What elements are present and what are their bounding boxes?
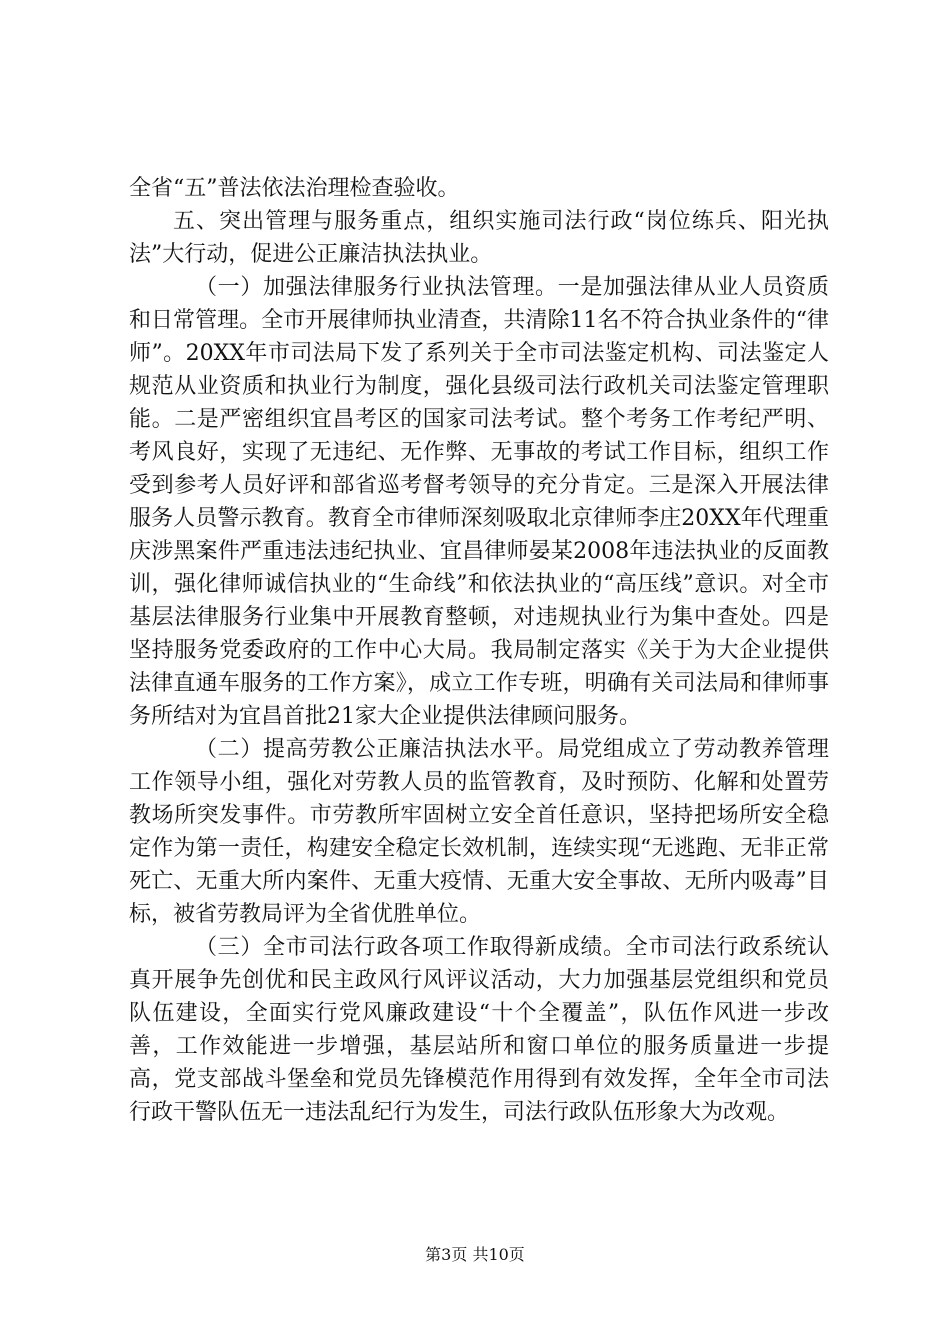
document-body (129, 172, 829, 1129)
paragraph-subsection-two: （二）提高劳教公正廉洁执法水平。局党组成立了劳动教养管理工作领导小组，强化对劳教人员的监管教育，及时预防、化解和处置劳教场所突发事件。市劳教所牢固树立安全首任意识，坚持把场所安全稳定作为第一责任，构建安全稳定长效机制，连续实现“无逃跑、无非正常死亡、无重大所内案件、无重大疫情、无重大安全事故、无所内吸毒”目标，被省劳教局评为全省优胜单位。 (129, 737, 829, 927)
paragraph-continuation: 全省“五”普法依法治理检查验收。 (129, 176, 460, 201)
paragraph-subsection-three: （三）全市司法行政各项工作取得新成绩。全市司法行政系统认真开展争先创优和民主政风行风评议活动，大力加强基层党组织和党员队伍建设，全面实行党风廉政建设“十个全覆盖”，队伍作风进一步改善，工作效能进一步增强，基层站所和窗口单位的服务质量进一步提高，党支部战斗堡垒和党员先锋模范作用得到有效发挥，全年全市司法行政干警队伍无一违法乱纪行为发生，司法行政队伍形象大为改观。 (129, 935, 829, 1125)
paragraph-subsection-one: （一）加强法律服务行业执法管理。一是加强法律从业人员资质和日常管理。全市开展律师执业清查，共清除11名不符合执业条件的“律师”。20XX年市司法局下发了系列关于全市司法鉴定机构、司法鉴定人规范从业资质和执业行为制度，强化县级司法行政机关司法鉴定管理职能。二是严密组织宜昌考区的国家司法考试。整个考务工作考纪严明、考风良好，实现了无违纪、无作弊、无事故的考试工作目标，组织工作受到参考人员好评和部省巡考督考领导的充分肯定。三是深入开展法律服务人员警示教育。教育全市律师深刻吸取北京律师李庄20XX年代理重庆涉黑案件严重违法违纪执业、宜昌律师晏某2008年违法执业的反面教训，强化律师诚信执业的“生命线”和依法执业的“高压线”意识。对全市基层法律服务行业集中开展教育整顿，对违规执业行为集中查处。四是坚持服务党委政府的工作中心大局。我局制定落实《关于为大企业提供法律直通车服务的工作方案》，成立工作专班，明确有关司法局和律师事务所结对为宜昌首批21家大企业提供法律顾问服务。 (129, 275, 829, 729)
paragraph-section-five: 五、突出管理与服务重点，组织实施司法行政“岗位练兵、阳光执法”大行动，促进公正廉洁执法执业。 (129, 209, 829, 267)
page-number-footer: 第3页 共10页 (425, 1245, 525, 1264)
